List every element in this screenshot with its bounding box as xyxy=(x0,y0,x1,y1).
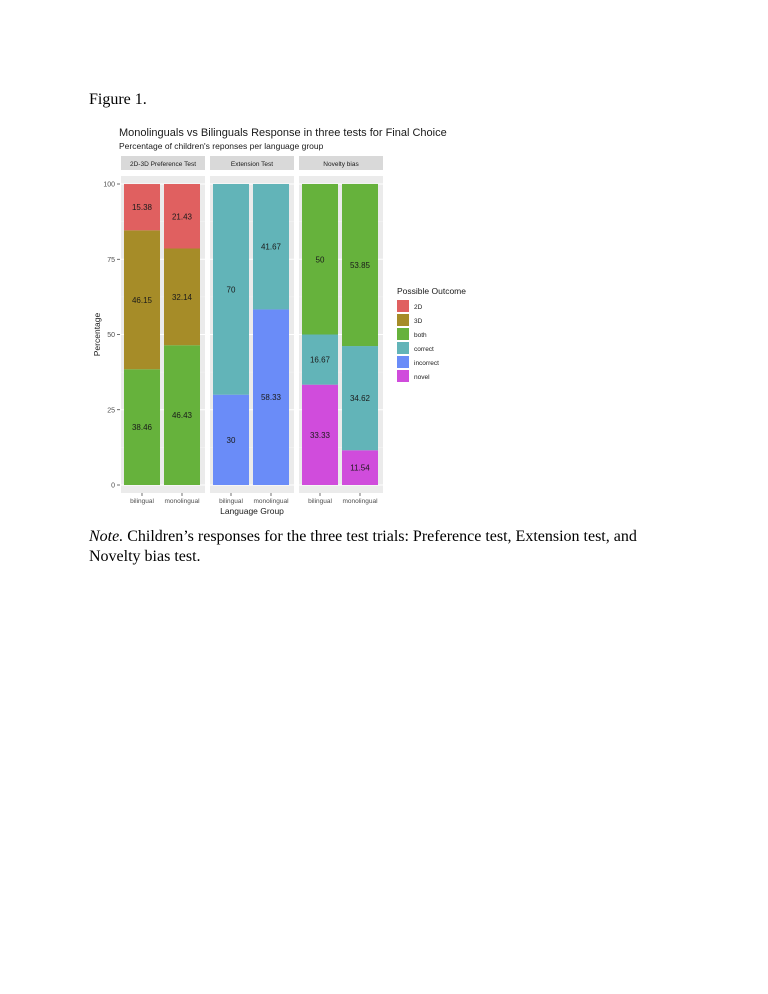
y-tick-label: 0 xyxy=(111,482,115,490)
data-label: 38.46 xyxy=(131,423,153,433)
legend-item-label: correct xyxy=(414,346,434,353)
y-tick-label: 25 xyxy=(107,407,115,415)
data-label: 46.43 xyxy=(171,411,193,421)
x-tick-label: bilingual xyxy=(219,498,243,505)
data-label: 53.85 xyxy=(349,261,371,271)
chart-subtitle: Percentage of children's reponses per language group xyxy=(119,141,324,151)
legend-item-label: both xyxy=(414,332,427,339)
data-label: 41.67 xyxy=(260,242,282,252)
x-tick-label: monolingual xyxy=(253,498,289,505)
x-tick-label: bilingual xyxy=(308,498,332,505)
chart-title: Monolinguals vs Bilinguals Response in three tests for Final Choice xyxy=(119,127,447,139)
y-axis-label: Percentage xyxy=(92,312,102,357)
data-label: 15.38 xyxy=(131,203,153,213)
chart-svg xyxy=(80,118,500,528)
chart xyxy=(80,118,500,528)
y-tick-label: 75 xyxy=(107,256,115,264)
legend-swatch-incorrect xyxy=(397,356,409,368)
y-tick-label: 100 xyxy=(103,181,115,189)
legend-swatch-2D xyxy=(397,300,409,312)
facet-strip-label: 2D-3D Preference Test xyxy=(130,161,196,168)
data-label: 70 xyxy=(226,285,236,295)
legend-item-label: novel xyxy=(414,374,430,381)
legend-swatch-novel xyxy=(397,370,409,382)
note-label: Note. xyxy=(89,528,124,545)
data-label: 34.62 xyxy=(349,394,371,404)
x-tick-label: bilingual xyxy=(130,498,154,505)
data-label: 30 xyxy=(226,435,236,445)
legend-item-label: incorrect xyxy=(414,360,439,367)
data-label: 33.33 xyxy=(309,430,331,440)
data-label: 32.14 xyxy=(171,292,193,302)
y-tick-label: 50 xyxy=(107,332,115,339)
x-tick-label: monolingual xyxy=(164,498,200,505)
note-text: Children’s responses for the three test trials: Preference test, Extension test, and Novelty bias test. xyxy=(89,528,637,565)
facet-strip-label: Extension Test xyxy=(230,161,274,168)
x-tick-label: monolingual xyxy=(342,498,378,505)
legend-title: Possible Outcome xyxy=(397,286,466,296)
data-label: 11.54 xyxy=(350,463,370,473)
x-axis-label: Language Group xyxy=(220,506,284,516)
data-label: 21.43 xyxy=(171,212,193,222)
legend-item-label: 3D xyxy=(414,318,423,325)
figure-note xyxy=(89,527,689,567)
facet-strip-label: Novelty bias xyxy=(323,161,359,168)
legend-swatch-correct xyxy=(397,342,409,354)
figure-label: Figure 1. xyxy=(89,91,147,108)
data-label: 16.67 xyxy=(309,355,331,365)
data-label: 46.15 xyxy=(131,295,153,305)
legend-swatch-3D xyxy=(397,314,409,326)
legend-item-label: 2D xyxy=(414,304,423,311)
legend-swatch-both xyxy=(397,328,409,340)
data-label: 58.33 xyxy=(260,393,282,403)
data-label: 50 xyxy=(315,255,325,265)
